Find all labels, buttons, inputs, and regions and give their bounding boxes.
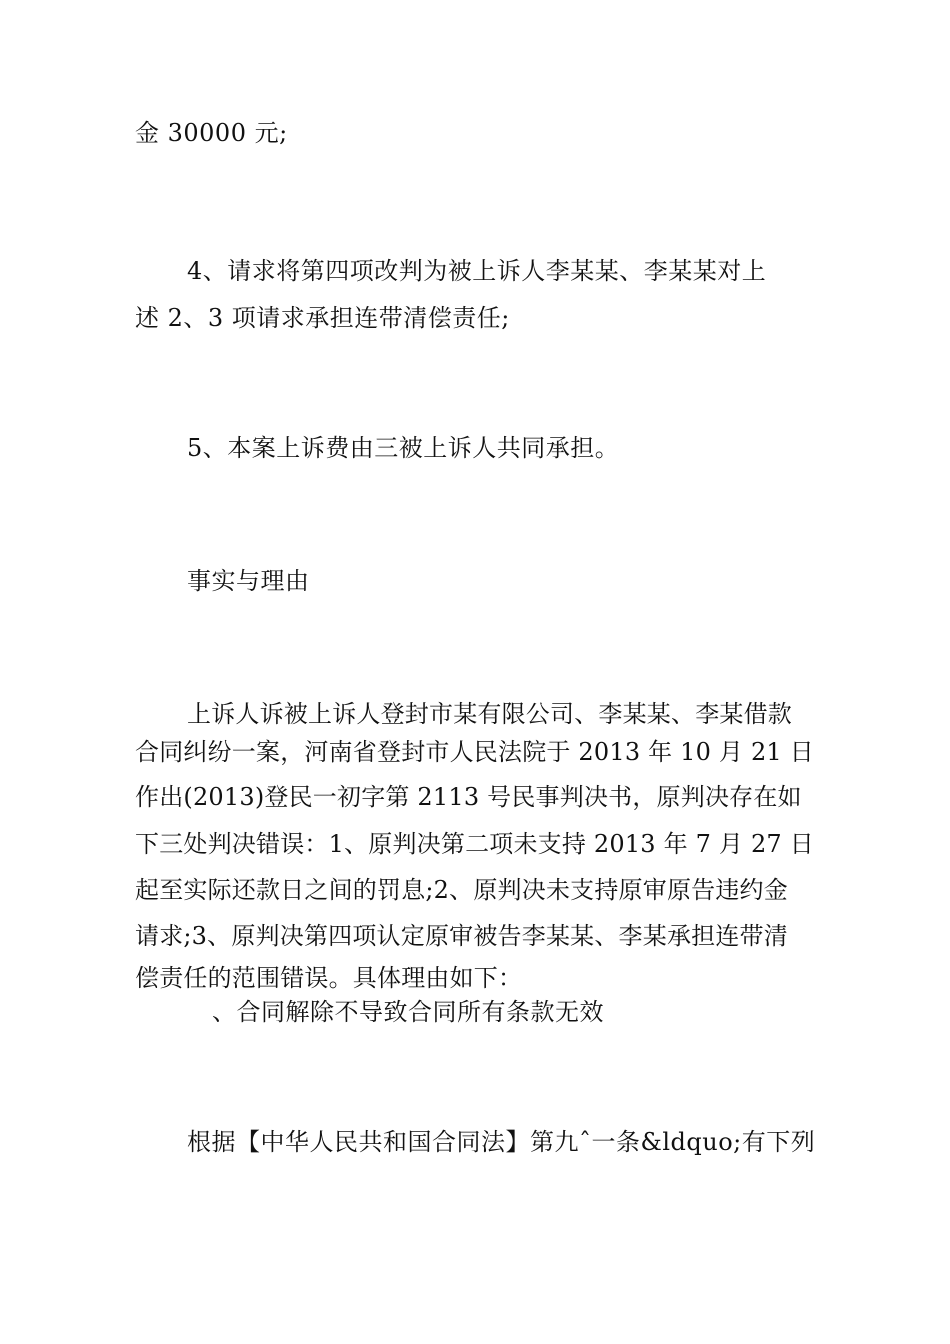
paragraph-line: 作出(2013)登民一初字第 2113 号民事判决书，原判决存在如	[135, 783, 802, 811]
paragraph-line: 述 2、3 项请求承担连带清偿责任;	[135, 304, 510, 332]
paragraph-line: 合同纠纷一案，河南省登封市人民法院于 2013 年 10 月 21 日	[135, 738, 814, 766]
paragraph-line: 4、请求将第四项改判为被上诉人李某某、李某某对上	[187, 257, 767, 285]
paragraph-line: 偿责任的范围错误。具体理由如下：	[135, 964, 523, 992]
subheading: 、合同解除不导致合同所有条款无效	[212, 998, 604, 1026]
paragraph-line: 请求;3、原判决第四项认定原审被告李某某、李某承担连带清	[135, 922, 788, 950]
section-heading: 事实与理由	[187, 567, 310, 595]
paragraph-line: 金 30000 元;	[135, 119, 288, 147]
paragraph-line: 根据【中华人民共和国合同法】第九ˆ一条&ldquo;有下列	[187, 1128, 816, 1156]
paragraph-line: 起至实际还款日之间的罚息;2、原判决未支持原审原告违约金	[135, 876, 788, 904]
paragraph-line: 上诉人诉被上诉人登封市某有限公司、李某某、李某借款	[187, 700, 792, 728]
paragraph-line: 5、本案上诉费由三被上诉人共同承担。	[187, 434, 620, 462]
paragraph-line: 下三处判决错误：1、原判决第二项未支持 2013 年 7 月 27 日	[135, 830, 814, 858]
